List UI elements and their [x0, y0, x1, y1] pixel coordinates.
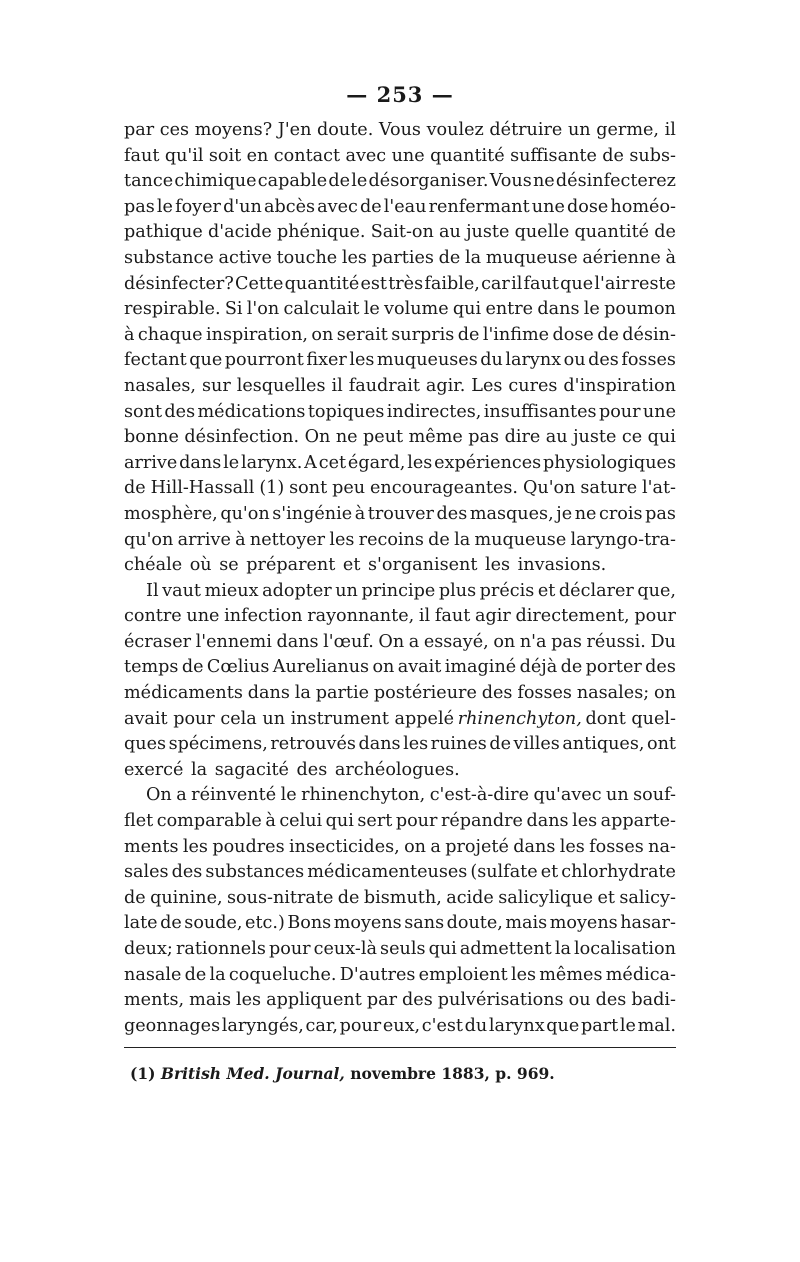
- text-line: respirable. Si l'on calculait le volume qui entre dans le poumon: [124, 299, 676, 320]
- text-line: tance chimique capable de le désorganiser. Vous ne désinfecterez: [124, 171, 676, 192]
- text-line: fectant que pourront fixer les muqueuses du larynx ou des fosses: [124, 350, 676, 371]
- text-line: de Hill-Hassall (1) sont peu encourageantes. Qu'on sature l'at-: [124, 478, 676, 499]
- footnote: [130, 1064, 555, 1083]
- footnote-citation: novembre 1883, p. 969.: [350, 1064, 555, 1083]
- body-text: [124, 118, 676, 1039]
- text-line: nasales, sur lesquelles il faudrait agir. Les cures d'inspiration: [124, 375, 676, 396]
- text-line: désinfecter? Cette quantité est très faible, car il faut que l'air reste: [124, 273, 676, 294]
- text-line: nasale de la coqueluche. D'autres emploient les mêmes médica-: [124, 964, 676, 985]
- text-line: qu'on arrive à nettoyer les recoins de la muqueuse laryngo-tra-: [124, 529, 676, 550]
- text-line: ments les poudres insecticides, on a projeté dans les fosses na-: [124, 836, 676, 857]
- text-line: On a réinventé le rhinenchyton, c'est-à-dire qu'avec un souf-: [146, 785, 676, 806]
- text-segment: avait pour cela un instrument appelé: [124, 708, 454, 729]
- text-line: médicaments dans la partie postérieure des fosses nasales; on: [124, 683, 676, 704]
- text-line: sont des médications topiques indirectes, insuffisantes pour une: [124, 401, 676, 422]
- text-line: geonnages laryngés, car, pour eux, c'est du larynx que part le mal.: [124, 1015, 676, 1036]
- text-line: contre une infection rayonnante, il faut agir directement, pour: [124, 606, 676, 627]
- text-line: flet comparable à celui qui sert pour répandre dans les apparte-: [124, 811, 676, 832]
- page-number: — 253 —: [346, 82, 454, 107]
- text-line: Il vaut mieux adopter un principe plus précis et déclarer que,: [146, 580, 676, 601]
- text-line: à chaque inspiration, on serait surpris de l'infime dose de désin-: [124, 324, 676, 345]
- text-segment: dont quel-: [585, 708, 676, 729]
- text-line: pas le foyer d'un abcès avec de l'eau renfermant une dose homéo-: [124, 196, 676, 217]
- text-line: mosphère, qu'on s'ingénie à trouver des masques, je ne crois pas: [124, 503, 676, 524]
- text-line: arrive dans le larynx. A cet égard, les expériences physiologiques: [124, 452, 676, 473]
- footnote-marker: (1): [130, 1064, 156, 1083]
- footnote-divider: [124, 1047, 676, 1048]
- text-line: faut qu'il soit en contact avec une quantité suffisante de subs-: [124, 145, 676, 166]
- text-line: de quinine, sous-nitrate de bismuth, acide salicylique et salicy-: [124, 887, 676, 908]
- text-line: ques spécimens, retrouvés dans les ruines de villes antiques, ont: [124, 734, 676, 755]
- text-line: ments, mais les appliquent par des pulvérisations ou des badi-: [124, 990, 676, 1011]
- text-line: temps de Cœlius Aurelianus on avait imaginé déjà de porter des: [124, 657, 676, 678]
- text-line: deux; rationnels pour ceux-là seuls qui admettent la localisation: [124, 939, 676, 959]
- text-line: substance active touche les parties de la muqueuse aérienne à: [124, 247, 676, 268]
- text-line: pathique d'acide phénique. Sait-on au juste quelle quantité de: [124, 222, 676, 243]
- text-line: écraser l'ennemi dans l'œuf. On a essayé, on n'a pas réussi. Du: [124, 631, 676, 652]
- text-line: late de soude, etc.) Bons moyens sans doute, mais moyens hasar-: [124, 913, 676, 934]
- text-line: chéale où se préparent et s'organisent les invasions.: [124, 555, 607, 576]
- text-line: exercé la sagacité des archéologues.: [124, 759, 460, 780]
- text-line-with-italic: [124, 707, 676, 733]
- footnote-journal: British Med. Journal,: [160, 1064, 345, 1083]
- text-line: sales des substances médicamenteuses (sulfate et chlorhydrate: [124, 862, 676, 883]
- text-line: bonne désinfection. On ne peut même pas dire au juste ce qui: [124, 427, 676, 448]
- text-line: par ces moyens? J'en doute. Vous voulez détruire un germe, il: [124, 120, 676, 140]
- italic-term: rhinenchyton,: [457, 708, 582, 729]
